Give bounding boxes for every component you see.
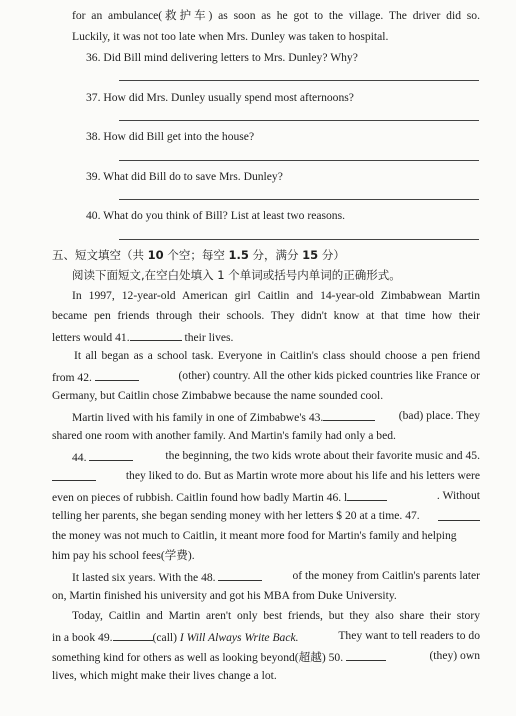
passage-text: Martin lived with his family in one of Zimbabwe's 43. [72, 411, 324, 424]
passage-text: (call) [152, 631, 178, 644]
section-title-part: 分，满分 [252, 248, 299, 262]
blank-45[interactable] [52, 469, 96, 481]
passage-text: (other) country. All the other kids picked countries like France or [178, 369, 480, 382]
passage-text: they liked to do. But as Martin wrote more about his life and his letters were [125, 469, 480, 482]
question-38: 38. How did Bill get into the house? [86, 130, 255, 143]
passage-text: They want to tell readers to do [338, 629, 480, 642]
blank-42[interactable] [95, 369, 139, 381]
passage-line: on, Martin finished his university and got his MBA from Duke University. [52, 589, 397, 602]
passage-text: their lives. [184, 331, 234, 344]
passage-text: . Without [436, 489, 480, 502]
passage-text: (bad) place. They [398, 409, 480, 422]
answer-line-37[interactable] [119, 120, 479, 121]
blank-49[interactable] [113, 629, 153, 641]
intro-line-2: Luckily, it was not too late when Mrs. Dunley was taken to hospital. [72, 30, 389, 43]
passage-line [52, 509, 480, 523]
section-title-part: 1.5 [228, 248, 249, 262]
section-title-part: 个空；每空 [167, 248, 225, 262]
passage-text: from 42. [52, 371, 92, 384]
passage-line [52, 329, 233, 345]
passage-text: It lasted six years. With the 48. [72, 571, 216, 584]
passage-line: became pen friends through their schools. They didn't know at that time how their [52, 309, 480, 322]
passage-line: him pay his school fees(学费). [52, 549, 195, 562]
section-title [52, 248, 345, 262]
answer-line-36[interactable] [119, 80, 479, 81]
passage-line [52, 469, 480, 483]
section-title-part: 五、短文填空（共 [52, 248, 144, 262]
answer-line-40[interactable] [119, 239, 479, 240]
question-36: 36. Did Bill mind delivering letters to Mrs. Dunley? Why? [86, 51, 358, 64]
passage-text: of the money from Caitlin's parents later [292, 569, 480, 582]
passage-text: telling her parents, she began sending money with her letters $ 20 at a time. 47. [52, 509, 420, 522]
question-40: 40. What do you think of Bill? List at least two reasons. [86, 209, 345, 222]
passage-text: something kind for others as well as looking beyond(超越) 50. [52, 651, 344, 664]
passage-text: 44. [72, 451, 87, 464]
passage-line [52, 369, 480, 385]
blank-47[interactable] [438, 509, 480, 521]
passage-line [72, 449, 480, 465]
blank-44[interactable] [89, 449, 133, 461]
intro-line-1: for an ambulance(救护车) as soon as he got to the village. The driver did so. [72, 9, 480, 22]
blank-46[interactable] [347, 489, 387, 501]
blank-48[interactable] [218, 569, 262, 581]
passage-line: Germany, but Caitlin chose Zimbabwe because the name sounded cool. [52, 389, 384, 402]
blank-43[interactable] [323, 409, 375, 421]
passage-line: Today, Caitlin and Martin aren't only best friends, but they also share their story [72, 609, 480, 622]
passage-line [52, 649, 480, 665]
passage-text: letters would 41. [52, 331, 130, 344]
passage-line: shared one room with another family. And Martin's family had only a bed. [52, 429, 396, 442]
passage-text: even on pieces of rubbish. Caitlin found how badly Martin 46. l [52, 491, 348, 504]
passage-line: It all began as a school task. Everyone in Caitlin's class should choose a pen friend [74, 349, 480, 362]
book-title: I Will Always Write Back. [179, 631, 299, 644]
passage-line: the money was not much to Caitlin, it meant more food for Martin's family and helping [52, 529, 457, 542]
answer-line-39[interactable] [119, 199, 479, 200]
passage-line [52, 629, 480, 645]
passage-text: (they) own [429, 649, 480, 662]
passage-line: In 1997, 12-year-old American girl Caitlin and 14-year-old Zimbabwean Martin [72, 289, 480, 302]
passage-text: in a book 49. [52, 631, 113, 644]
section-title-part: 15 [302, 248, 319, 262]
section-title-part: 分） [321, 248, 345, 262]
passage-line [52, 489, 480, 505]
section-instruction: 阅读下面短文,在空白处填入 1 个单词或括号内单词的正确形式。 [72, 268, 401, 282]
passage-line [72, 569, 480, 585]
answer-line-38[interactable] [119, 160, 479, 161]
question-37: 37. How did Mrs. Dunley usually spend most afternoons? [86, 91, 354, 104]
blank-41[interactable] [130, 329, 182, 341]
passage-line: lives, which might make their lives change a lot. [52, 669, 277, 682]
passage-text: the beginning, the two kids wrote about their favorite music and 45. [165, 449, 480, 462]
section-title-part: 10 [147, 248, 164, 262]
blank-50[interactable] [346, 649, 386, 661]
question-39: 39. What did Bill do to save Mrs. Dunley? [86, 170, 283, 183]
passage-line [72, 409, 480, 425]
